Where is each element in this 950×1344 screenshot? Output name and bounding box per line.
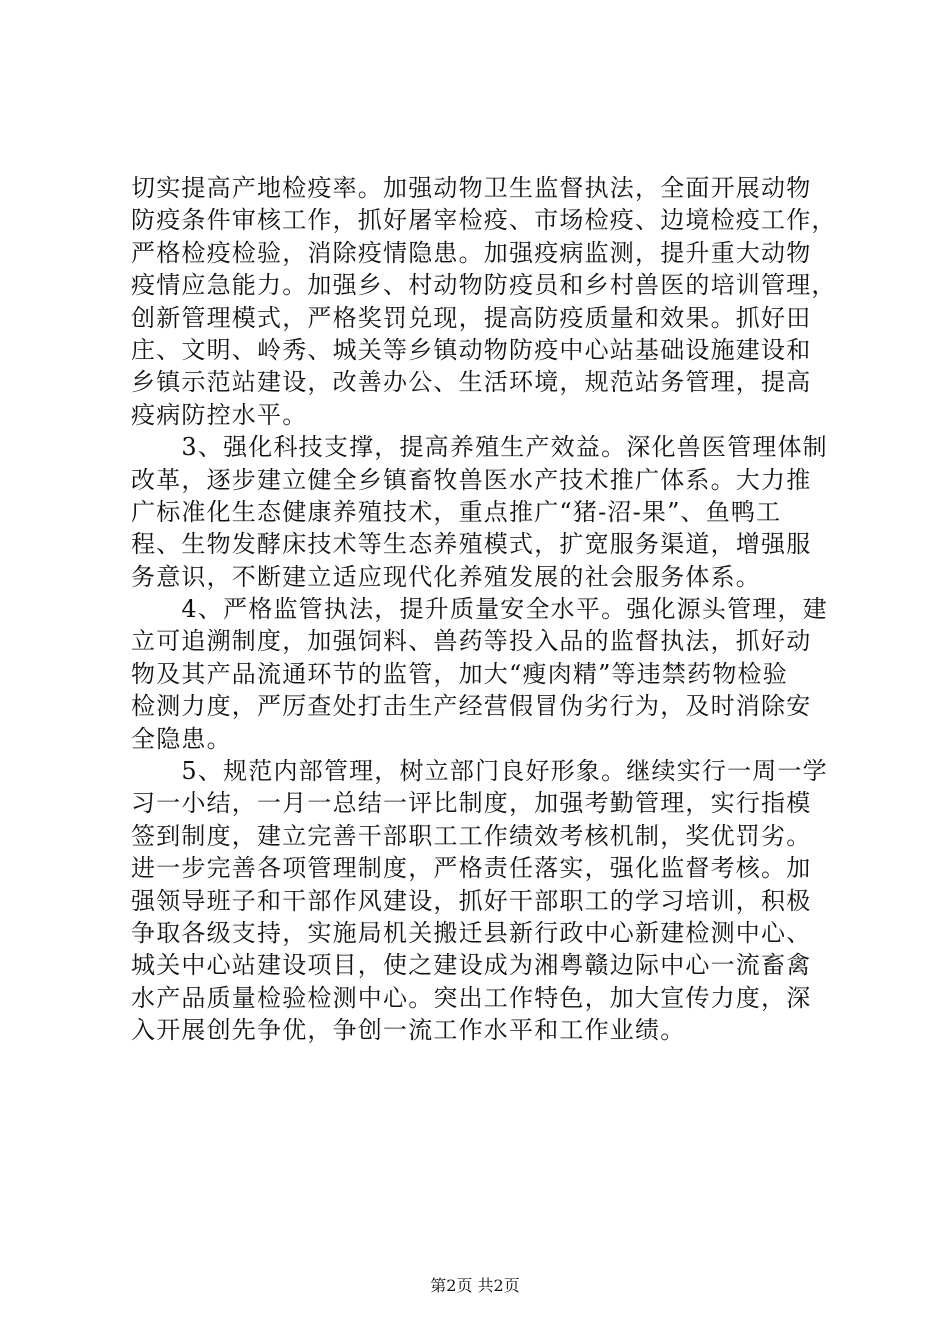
text-line: 切实提高产地检疫率。加强动物卫生监督执法，全面开展动物 [131, 174, 812, 202]
text-line: 习一小结，一月一总结一评比制度，加强考勤管理，实行指模 [131, 789, 812, 818]
document-body [131, 172, 837, 1047]
text-line: 强领导班子和干部作风建设，抓好干部职工的学习培训，积极 [131, 886, 812, 915]
text-line: 乡镇示范站建设，改善办公、生活环境，规范站务管理，提高 [131, 368, 812, 397]
text-line: 物及其产品流通环节的监管，加大“瘦肉精”等违禁药物检验 [131, 659, 788, 688]
text-line: 疫病防控水平。 [131, 400, 308, 429]
text-line: 争取各级支持，实施局机关搬迁县新行政中心新建检测中心、 [131, 918, 812, 947]
text-line: 5、规范内部管理，树立部门良好形象。继续实行一周一学 [131, 757, 828, 786]
text-line: 创新管理模式，严格奖罚兑现，提高防疫质量和效果。抓好田 [131, 303, 812, 332]
page-number-footer: 第2页 共2页 [430, 1276, 520, 1295]
text-line: 检测力度，严厉查处打击生产经营假冒伪劣行为，及时消除安 [131, 692, 812, 721]
text-line: 务意识，不断建立适应现代化养殖发展的社会服务体系。 [131, 562, 761, 591]
text-line: 庄、文明、岭秀、城关等乡镇动物防疫中心站基础设施建设和 [131, 335, 812, 364]
text-line: 水产品质量检验检测中心。突出工作特色，加大宣传力度，深 [131, 983, 812, 1012]
text-line: 严格检疫检验，消除疫情隐患。加强疫病监测，提升重大动物 [131, 238, 812, 267]
text-line: 广标准化生态健康养殖技术，重点推广“猪-沼-果”、鱼鸭工 [131, 497, 782, 526]
text-line: 改革，逐步建立健全乡镇畜牧兽医水产技术推广体系。大力推 [131, 465, 812, 494]
text-line: 签到制度，建立完善干部职工工作绩效考核机制，奖优罚劣。 [131, 821, 812, 850]
text-line: 3、强化科技支撑，提高养殖生产效益。深化兽医管理体制 [131, 433, 828, 462]
text-line: 程、生物发酵床技术等生态养殖模式，扩宽服务渠道，增强服 [131, 530, 812, 559]
text-line: 进一步完善各项管理制度，严格责任落实，强化监督考核。加 [131, 854, 812, 883]
text-line: 入开展创先争优，争创一流工作水平和工作业绩。 [131, 1016, 686, 1045]
text-line: 防疫条件审核工作，抓好屠宰检疫、市场检疫、边境检疫工作， [131, 206, 837, 235]
text-line: 疫情应急能力。加强乡、村动物防疫员和乡村兽医的培训管理， [131, 271, 837, 300]
text-line: 城关中心站建设项目，使之建设成为湘粤赣边际中心一流畜禽 [131, 951, 812, 980]
text-line: 全隐患。 [131, 724, 232, 753]
text-line: 4、严格监管执法，提升质量安全水平。强化源头管理，建 [131, 595, 828, 624]
text-line: 立可追溯制度，加强饲料、兽药等投入品的监督执法，抓好动 [131, 627, 812, 656]
